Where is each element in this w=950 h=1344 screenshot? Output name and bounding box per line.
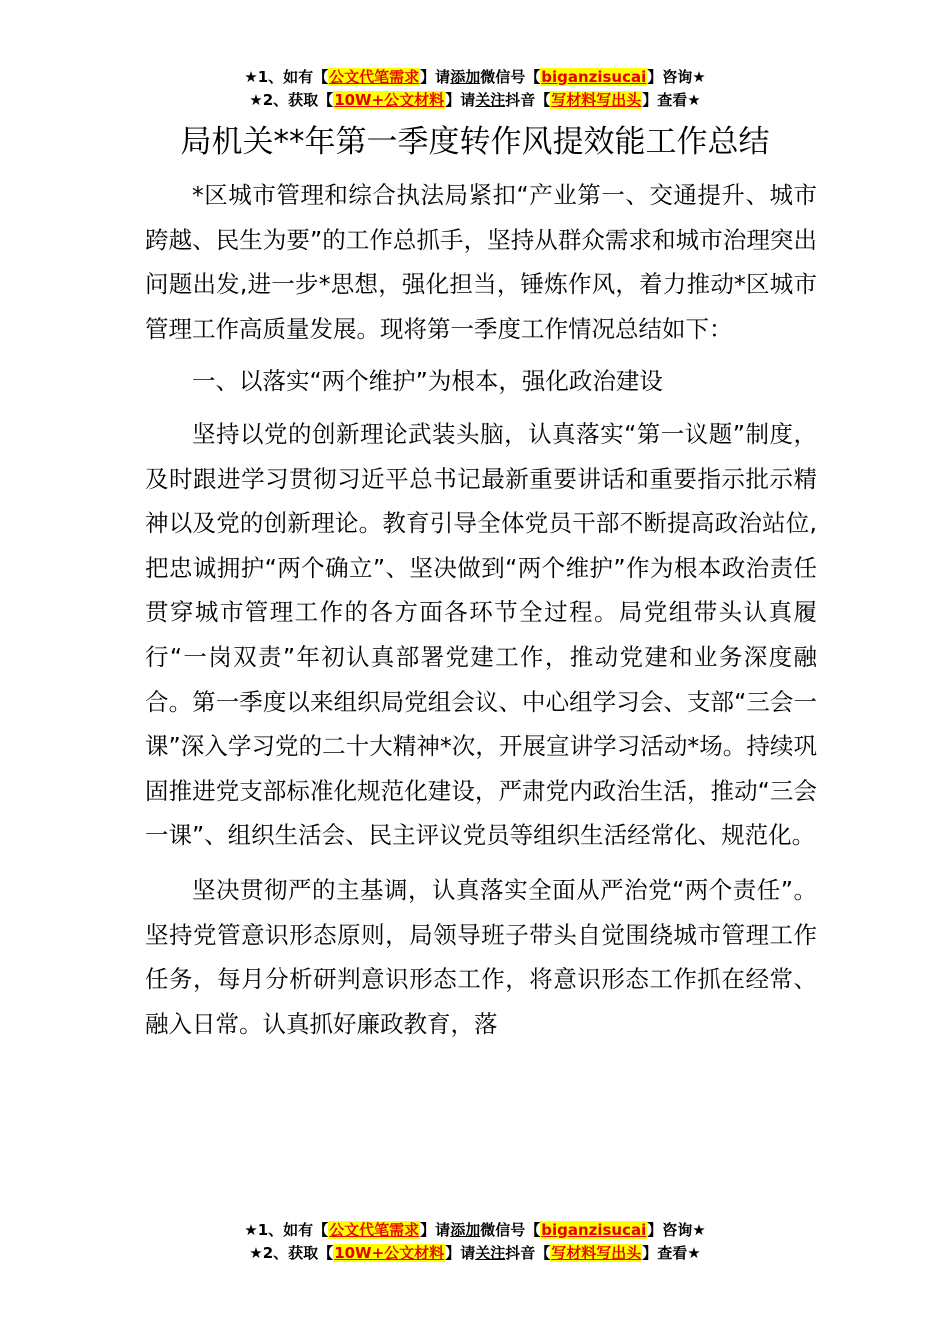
bottom-promo-banner <box>0 1219 950 1265</box>
body-paragraph: 坚决贯彻严的主基调，认真落实全面从严治党“两个责任”。坚持党管意识形态原则，局领导班子带头自觉围绕城市管理工作任务，每月分析研判意识形态工作，将意识形态工作抓在经常、融入日常。认真抓好廉政教育，落 <box>145 875 817 1038</box>
promo-text: 】咨询★ <box>647 1221 706 1239</box>
promo-text: 微信号【 <box>480 68 541 86</box>
promo-text: ★1、如有【 <box>244 1221 329 1239</box>
promo-text: 】请 <box>445 1244 476 1262</box>
promo-text: ★1、如有【 <box>244 68 329 86</box>
promo-text: ★2、获取【 <box>249 1244 334 1262</box>
top-promo-banner <box>0 66 950 112</box>
promo-highlight-wechat-id: biganzisucai <box>541 1221 647 1239</box>
promo-underlined-text: 关注 <box>475 1244 506 1262</box>
promo-line-1 <box>0 1219 950 1242</box>
promo-text: 】查看★ <box>642 91 701 109</box>
promo-highlight-wechat-id: biganzisucai <box>541 68 647 86</box>
promo-text: 抖音【 <box>505 91 551 109</box>
promo-highlight-materials: 10W+公文材料 <box>334 1244 445 1262</box>
promo-underlined-text: 添加 <box>450 1221 481 1239</box>
intro-paragraph: *区城市管理和综合执法局紧扣“产业第一、交通提升、城市跨越、民生为要”的工作总抓手，坚持从群众需求和城市治理突出问题出发,进一步*思想，强化担当，锤炼作风，着力推动*区城市管理工作高质量发展。现将第一季度工作情况总结如下： <box>145 181 817 343</box>
document-body <box>145 173 817 1046</box>
promo-text: 抖音【 <box>505 1244 551 1262</box>
promo-line-2 <box>0 89 950 112</box>
section-heading: 一、以落实“两个维护”为根本，强化政治建设 <box>192 367 663 396</box>
promo-highlight-service: 公文代笔需求 <box>329 1221 420 1239</box>
promo-line-1 <box>0 66 950 89</box>
promo-text: 】请 <box>420 1221 451 1239</box>
promo-text: ★2、获取【 <box>249 91 334 109</box>
document-title: 局机关**年第一季度转作风提效能工作总结 <box>180 124 770 160</box>
promo-highlight-douyin: 写材料写出头 <box>551 1244 642 1262</box>
promo-line-2 <box>0 1242 950 1265</box>
promo-text: 微信号【 <box>480 1221 541 1239</box>
promo-text: 】请 <box>420 68 451 86</box>
promo-text: 】请 <box>445 91 476 109</box>
promo-highlight-service: 公文代笔需求 <box>329 68 420 86</box>
promo-underlined-text: 关注 <box>475 91 506 109</box>
promo-underlined-text: 添加 <box>450 68 481 86</box>
promo-highlight-douyin: 写材料写出头 <box>551 91 642 109</box>
promo-text: 】查看★ <box>642 1244 701 1262</box>
body-paragraph: 坚持以党的创新理论武装头脑，认真落实“第一议题”制度，及时跟进学习贯彻习近平总书记最新重要讲话和重要指示批示精神以及党的创新理论。教育引导全体党员干部不断提高政治站位,把忠诚拥护“两个确立”、坚决做到“两个维护”作为根本政治责任贯穿城市管理工作的各方面各环节全过程。局党组带头认真履行“一岗双责”年初认真部署党建工作，推动党建和业务深度融合。第一季度以来组织局党组会议、中心组学习会、支部“三会一课”深入学习党的二十大精神*次，开展宣讲学习活动*场。持续巩固推进党支部标准化规范化建设，严肃党内政治生活，推动“三会一课”、组织生活会、民主评议党员等组织生活经常化、规范化。 <box>145 419 817 850</box>
promo-highlight-materials: 10W+公文材料 <box>334 91 445 109</box>
promo-text: 】咨询★ <box>647 68 706 86</box>
